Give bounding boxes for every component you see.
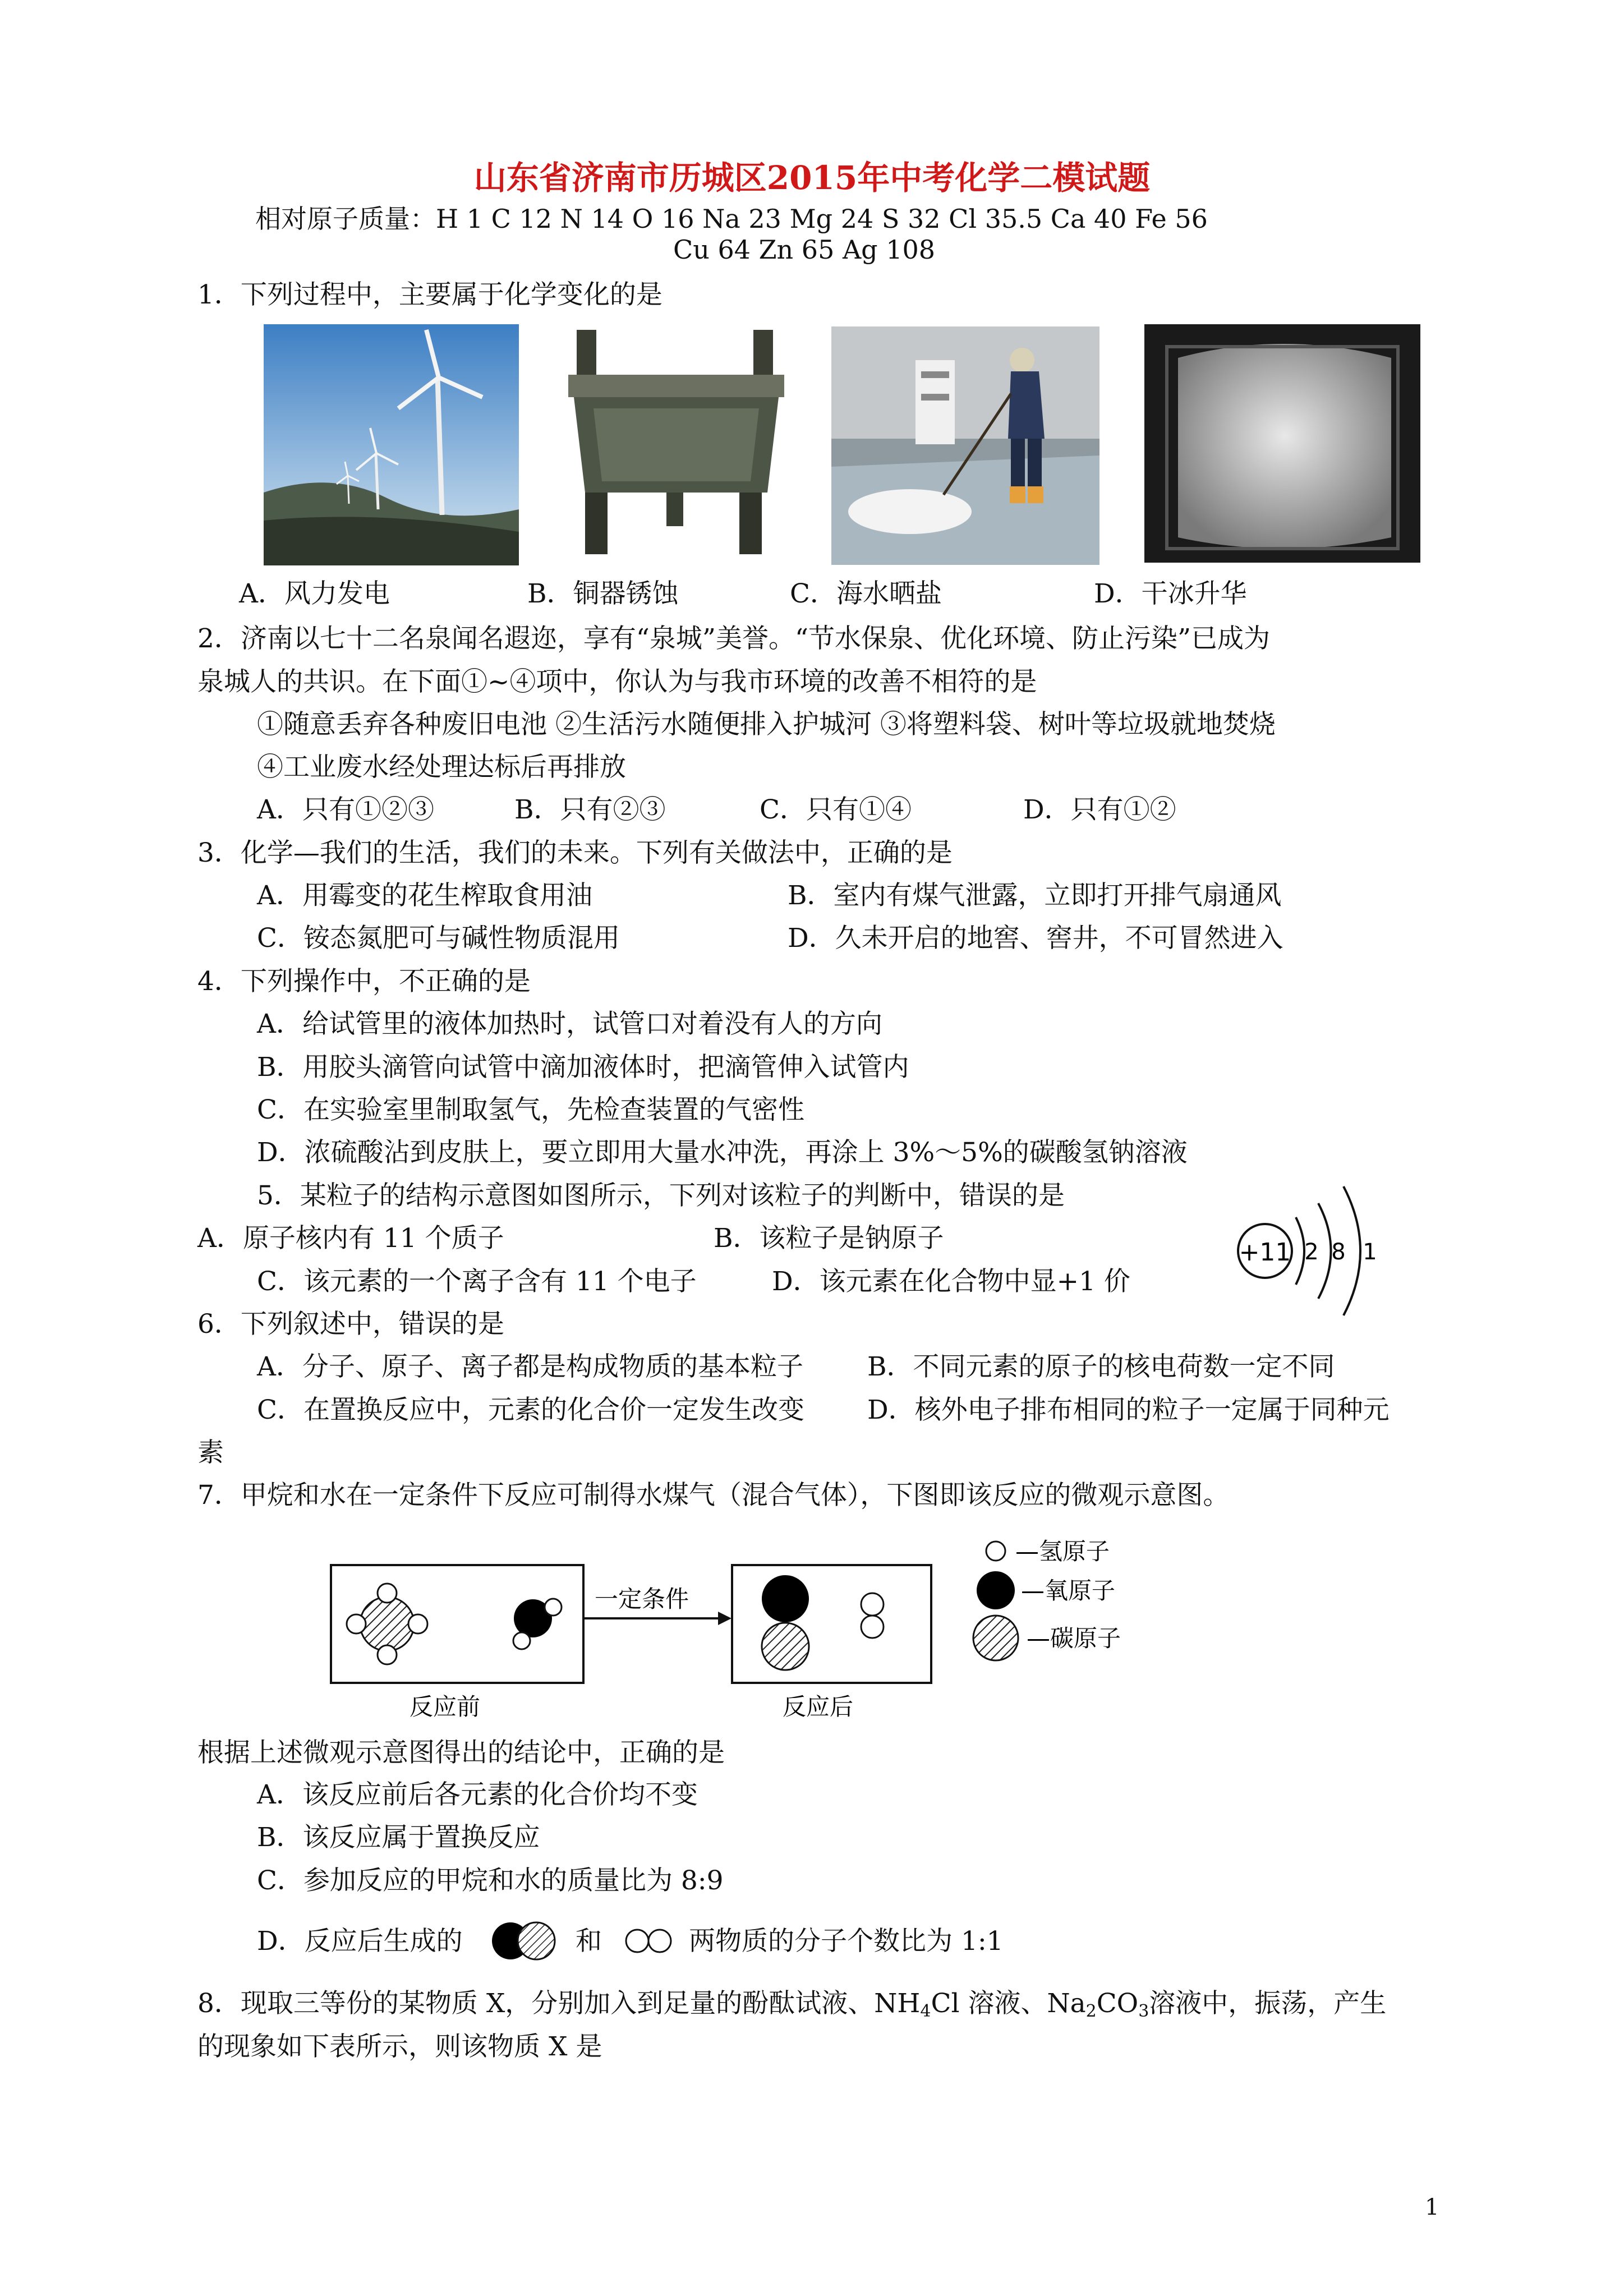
q4-option-a: A．给试管里的液体加热时，试管口对着没有人的方向 [257,1009,882,1039]
reaction-micro-diagram [325,1534,1200,1725]
q3-option-d: D．久未开启的地窖、窖井，不可冒然进入 [788,923,1283,954]
nucleus-charge: +11 [1239,1238,1291,1267]
q5-option-d: D．该元素在化合物中显+1 价 [772,1266,1130,1297]
q8-sub-3: 3 [1138,2001,1149,2021]
co-molecule-icon [487,1918,560,1963]
atomic-mass-line-1: 相对原子质量：H 1 C 12 N 14 O 16 Na 23 Mg 24 S 32 Cl 35.5 Ca 40 Fe 56 [255,204,1208,234]
shell-arc-1 [1296,1217,1304,1285]
q8-line-1-text-e: CO [1096,1988,1139,2019]
q6-option-a: A．分子、原子、离子都是构成物质的基本粒子 [257,1351,803,1382]
carbon-monoxide-molecule [762,1575,809,1670]
hydrogen-molecule [861,1593,884,1638]
sodium-atom-structure-diagram [1223,1178,1408,1324]
q3-stem: 3．化学—我们的生活，我们的未来。下列有关做法中，正确的是 [197,838,953,868]
q2-stem-2: 泉城人的共识。在下面①~④项中，你认为与我市环境的改善不相符的是 [197,666,1037,697]
q6-option-d-continued: 素 [197,1437,224,1468]
q7-option-c: C．参加反应的甲烷和水的质量比为 8:9 [257,1865,724,1896]
h2-molecule-icon [620,1921,677,1961]
q7-stem: 7．甲烷和水在一定条件下反应可制得水煤气（混合气体），下图即该反应的微观示意图。 [197,1480,1230,1511]
shell-1-electrons: 2 [1304,1239,1319,1265]
shell-2-electrons: 8 [1331,1239,1346,1265]
q7-option-d-suffix: 两物质的分子个数比为 1:1 [689,1926,1004,1957]
q5-option-c: C．该元素的一个离子含有 11 个电子 [257,1266,697,1297]
legend [973,1538,1121,1660]
dry-ice-photo [1144,324,1420,563]
q8-line-1 [197,1987,1386,2028]
legend-hydrogen: —氢原子 [1015,1538,1110,1565]
q7-option-d-prefix: D．反应后生成的 [257,1926,463,1957]
water-molecule [513,1599,562,1649]
q6-option-d: D．核外电子排布相同的粒子一定属于同种元 [867,1395,1390,1425]
q2-stem-1: 2．济南以七十二名泉闻名遐迩，享有“泉城”美誉。“节水保泉、优化环境、防止污染”已成为 [197,623,1271,654]
q1-option-a: A．风力发电 [239,578,390,609]
q5-stem: 5．某粒子的结构示意图如图所示，下列对该粒子的判断中，错误的是 [257,1180,1065,1211]
q8-sub-2: 2 [1085,2001,1097,2021]
q1-stem: 1．下列过程中，主要属于化学变化的是 [197,279,663,310]
q3-option-a: A．用霉变的花生榨取食用油 [257,880,592,911]
atomic-mass-line-2: Cu 64 Zn 65 Ag 108 [673,234,936,265]
q1-option-c: C．海水晒盐 [790,578,942,609]
page-number: 1 [1425,2194,1439,2220]
q7-option-d-and: 和 [576,1926,602,1957]
q5-option-b: B．该粒子是钠原子 [714,1223,944,1254]
q5-option-a: A．原子核内有 11 个质子 [197,1223,504,1254]
q6-stem: 6．下列叙述中，错误的是 [197,1309,504,1340]
salt-field-photo [831,326,1099,565]
legend-oxygen-icon [977,1571,1015,1609]
q7-option-a: A．该反应前后各元素的化合价均不变 [257,1779,698,1810]
q2-option-c: C．只有①④ [760,794,912,825]
q8-line-1-text-a: 8．现取三等份的某物质 X，分别加入到足量的酚酞试液、NH [197,1988,921,2019]
before-label: 反应前 [410,1693,481,1720]
q4-stem: 4．下列操作中，不正确的是 [197,966,531,997]
q2-option-b: B．只有②③ [514,794,666,825]
legend-carbon: —碳原子 [1027,1625,1121,1652]
bronze-vessel-photo [560,324,791,563]
q1-option-d: D．干冰升华 [1094,578,1247,609]
q4-option-b: B．用胶头滴管向试管中滴加液体时，把滴管伸入试管内 [257,1052,909,1083]
reaction-condition: 一定条件 [595,1585,689,1613]
shell-3-electrons: 1 [1363,1239,1377,1265]
shell-arc-2 [1318,1203,1331,1299]
legend-oxygen: —氧原子 [1021,1577,1116,1604]
q2-option-a: A．只有①②③ [257,794,434,825]
q6-option-b: B．不同元素的原子的核电荷数一定不同 [867,1351,1335,1382]
q4-option-c: C．在实验室里制取氢气，先检查装置的气密性 [257,1094,804,1125]
q4-option-d: D．浓硫酸沾到皮肤上，要立即用大量水冲洗，再涂上 3%～5%的碳酸氢钠溶液 [257,1137,1188,1168]
q8-line-1-text-c: Cl 溶液、Na [931,1988,1086,2019]
legend-carbon-icon [973,1616,1018,1660]
q8-line-2: 的现象如下表所示，则该物质 X 是 [197,2031,602,2062]
page-title: 山东省济南市历城区2015年中考化学二模试题 [473,159,1151,197]
after-label: 反应后 [783,1693,854,1720]
q7-conclusion: 根据上述微观示意图得出的结论中，正确的是 [197,1737,725,1768]
q1-option-b: B．铜器锈蚀 [527,578,679,609]
after-box [732,1565,931,1683]
q2-option-d: D．只有①② [1023,794,1176,825]
legend-hydrogen-icon [986,1542,1005,1561]
q7-option-b: B．该反应属于置换反应 [257,1822,540,1853]
q8-sub-4: 4 [920,2001,931,2021]
q3-option-c: C．铵态氮肥可与碱性物质混用 [257,923,620,954]
shell-arc-3 [1344,1186,1360,1315]
methane-molecule [347,1584,427,1664]
q6-option-c: C．在置换反应中，元素的化合价一定发生改变 [257,1395,804,1425]
q8-line-1-text-g: 溶液中，振荡，产生 [1149,1988,1387,2019]
wind-turbines-photo [264,324,519,565]
q3-option-b: B．室内有煤气泄露，立即打开排气扇通风 [788,880,1282,911]
q2-items-1: ①随意丢弃各种废旧电池 ②生活污水随便排入护城河 ③将塑料袋、树叶等垃圾就地焚烧 [257,709,1276,740]
q2-items-2: ④工业废水经处理达标后再排放 [257,752,626,783]
